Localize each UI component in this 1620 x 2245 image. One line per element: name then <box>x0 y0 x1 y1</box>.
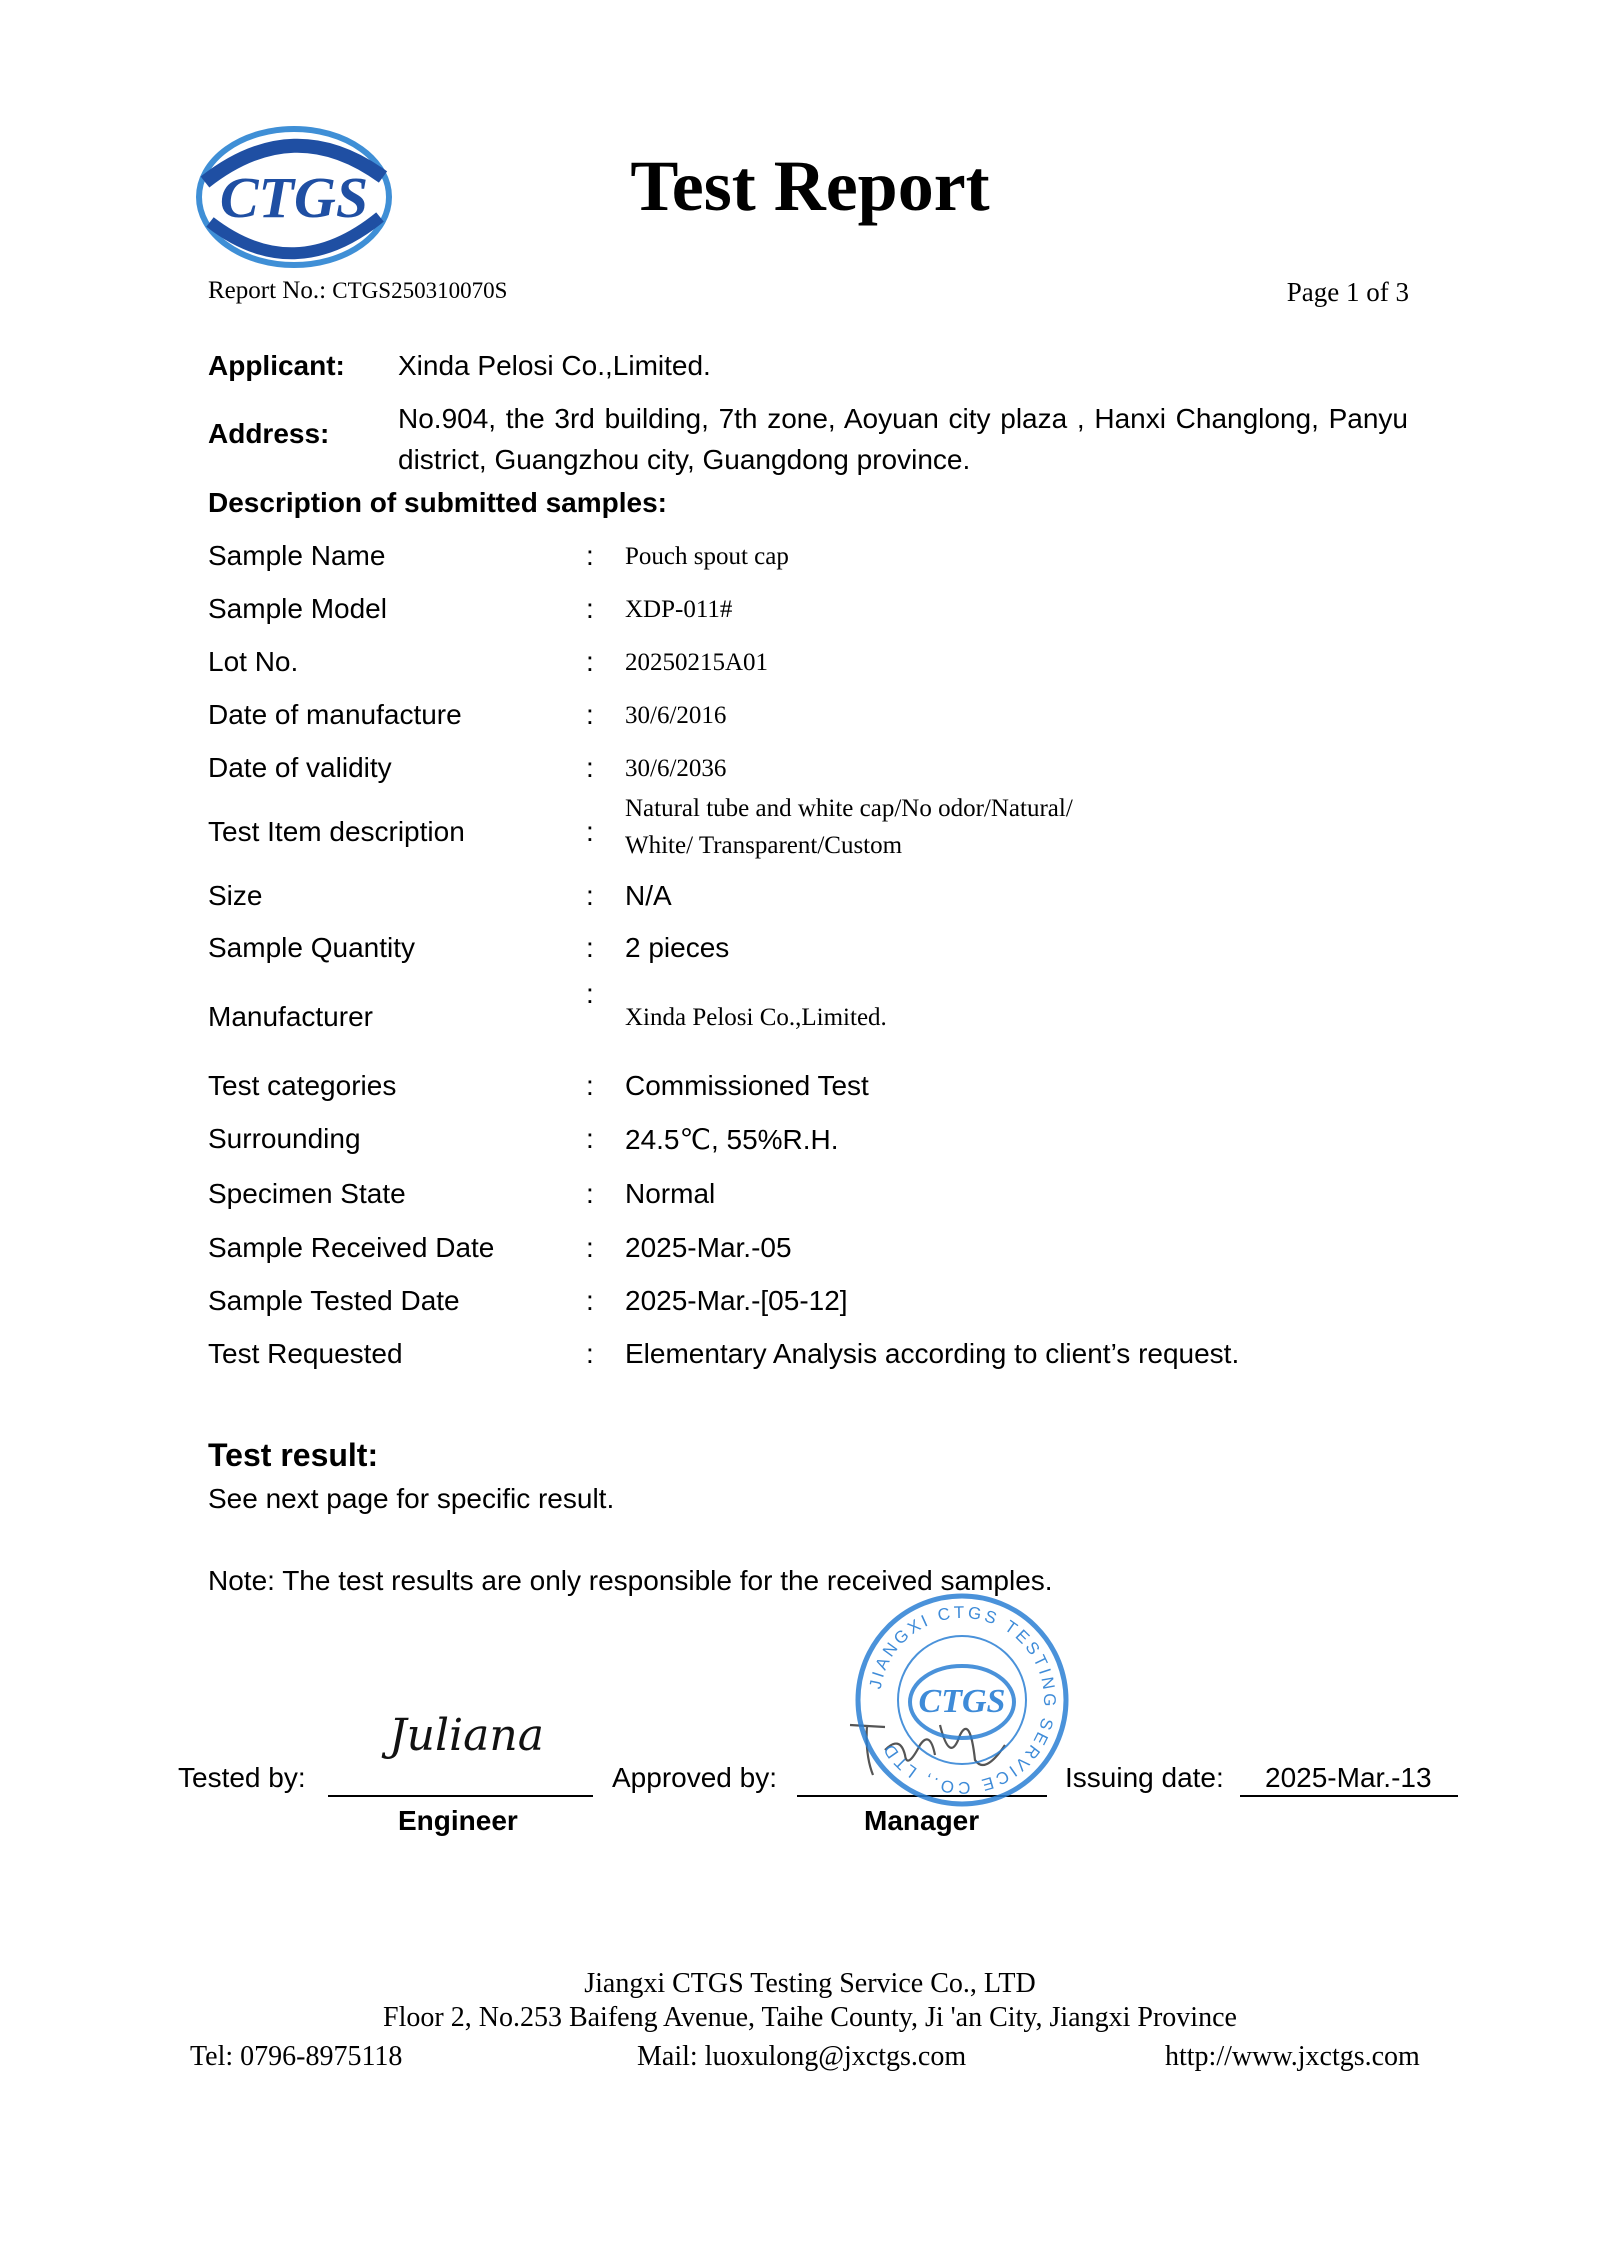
engineer-signature-text: Juliana <box>389 1710 544 1761</box>
test-result-text: See next page for specific result. <box>208 1483 615 1514</box>
row-label: Manufacturer <box>208 1001 373 1032</box>
row-label: Specimen State <box>208 1178 406 1209</box>
row-separator: : <box>586 1178 594 1209</box>
report-number-value: CTGS250310070S <box>332 278 508 303</box>
footer-address: Floor 2, No.253 Baifeng Avenue, Taihe County, Ji 'an City, Jiangxi Province <box>383 2002 1237 2033</box>
issuing-date-value: 2025-Mar.-13 <box>1265 1762 1432 1793</box>
ctgs-logo <box>195 122 393 272</box>
tested-by-line <box>328 1795 593 1797</box>
approved-by-label: Approved by: <box>612 1762 777 1793</box>
page-title: Test Report <box>630 146 990 226</box>
row-separator: : <box>586 1070 594 1101</box>
footer-mail: Mail: luoxulong@jxctgs.com <box>637 2041 967 2072</box>
row-label: Date of validity <box>208 752 392 783</box>
footer-tel: Tel: 0796-8975118 <box>190 2041 403 2072</box>
row-separator: : <box>586 816 594 847</box>
page-indicator: Page 1 of 3 <box>1286 277 1409 307</box>
stamp-logo-text: CTGS <box>918 1683 1006 1720</box>
row-separator: : <box>586 540 594 571</box>
row-separator: : <box>586 1285 594 1316</box>
row-value: XDP-011# <box>625 596 733 623</box>
manager-title: Manager <box>864 1805 980 1836</box>
row-separator: : <box>586 932 594 963</box>
row-value: 24.5℃, 55%R.H. <box>625 1124 839 1155</box>
test-result-title: Test result: <box>208 1437 379 1473</box>
row-label: Lot No. <box>208 646 299 677</box>
row-label: Test categories <box>208 1070 397 1101</box>
stamp-ring-text: JIANGXI CTGS TESTING SERVICE CO., LTD <box>865 1602 1060 1798</box>
row-value: Normal <box>625 1178 716 1209</box>
tested-by-label: Tested by: <box>178 1762 306 1793</box>
company-seal-stamp <box>852 1590 1072 1810</box>
row-separator: : <box>586 593 594 624</box>
row-label: Test Item description <box>208 816 465 847</box>
row-label: Sample Model <box>208 593 387 624</box>
footer-company: Jiangxi CTGS Testing Service Co., LTD <box>584 1968 1036 1999</box>
row-label: Surrounding <box>208 1123 361 1154</box>
row-label: Size <box>208 880 263 911</box>
row-value: 2025-Mar.-05 <box>625 1232 792 1263</box>
row-label: Test Requested <box>208 1338 403 1369</box>
row-label: Sample Name <box>208 540 386 571</box>
row-value: Elementary Analysis according to client’s request. <box>625 1338 1240 1369</box>
row-label: Sample Quantity <box>208 932 415 963</box>
row-separator: : <box>586 1338 594 1369</box>
row-value: Commissioned Test <box>625 1070 869 1101</box>
logo-text: CTGS <box>219 165 369 230</box>
row-value: Xinda Pelosi Co.,Limited. <box>625 1004 887 1031</box>
row-value: 2 pieces <box>625 932 730 963</box>
row-value: 2025-Mar.-[05-12] <box>625 1285 848 1316</box>
row-value: 30/6/2036 <box>625 755 727 782</box>
row-value: 20250215A01 <box>625 649 769 676</box>
address-label: Address: <box>208 418 330 449</box>
issuing-date-line <box>1240 1795 1458 1797</box>
address-value: No.904, the 3rd building, 7th zone, Aoyuan city plaza , Hanxi Changlong, Panyu district, Guangzhou city, Guangdong province. <box>398 403 1408 475</box>
report-number-label: Report No.: <box>208 277 327 304</box>
engineer-title: Engineer <box>398 1805 518 1836</box>
row-separator: : <box>586 978 594 1009</box>
row-separator: : <box>586 1123 594 1154</box>
row-value: Pouch spout cap <box>625 543 789 570</box>
row-separator: : <box>586 646 594 677</box>
row-value-line2: White/ Transparent/Custom <box>625 832 903 859</box>
row-label: Sample Tested Date <box>208 1285 460 1316</box>
footer-website: http://www.jxctgs.com <box>1165 2041 1420 2072</box>
report-number <box>208 277 507 305</box>
row-separator: : <box>586 880 594 911</box>
applicant-value: Xinda Pelosi Co.,Limited. <box>398 350 711 381</box>
engineer-signature <box>385 1690 544 1770</box>
row-value-line1: Natural tube and white cap/No odor/Natural/ <box>625 795 1073 822</box>
applicant-label: Applicant: <box>208 350 345 381</box>
row-label: Sample Received Date <box>208 1232 495 1263</box>
row-label: Date of manufacture <box>208 699 462 730</box>
row-separator: : <box>586 699 594 730</box>
note-text: Note: The test results are only responsible for the received samples. <box>208 1565 1053 1596</box>
issuing-date-label: Issuing date: <box>1065 1762 1224 1793</box>
row-value: N/A <box>625 880 672 911</box>
row-separator: : <box>586 1232 594 1263</box>
row-separator: : <box>586 752 594 783</box>
samples-section-title: Description of submitted samples: <box>208 487 667 518</box>
row-value: 30/6/2016 <box>625 702 727 729</box>
